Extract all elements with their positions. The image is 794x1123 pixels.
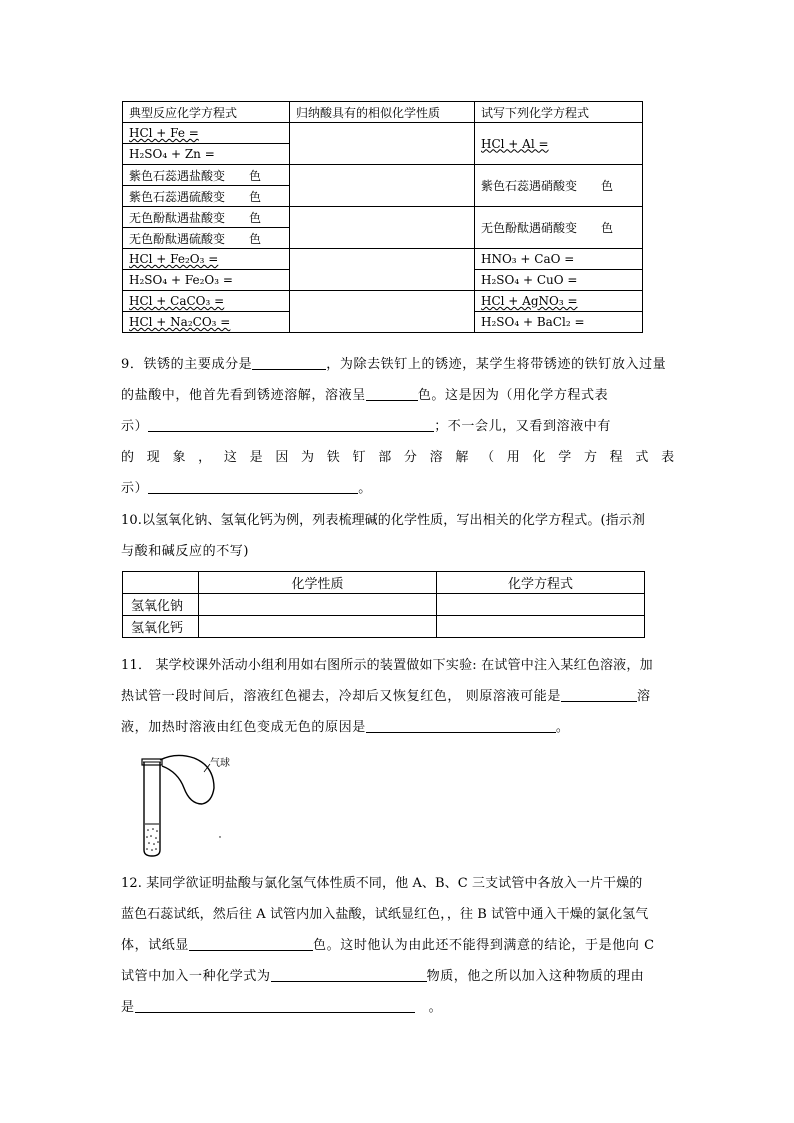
q9-char: 用 <box>506 450 521 465</box>
t2-answer-caoh2-property[interactable] <box>199 616 437 638</box>
t2-header-property: 化学性质 <box>199 572 437 594</box>
question-9 <box>121 349 675 504</box>
t2-answer-naoh-equation[interactable] <box>437 594 645 616</box>
q12-blank-formula[interactable] <box>271 967 427 982</box>
q9-char: 铁 <box>326 450 341 465</box>
eq-hcl-caco3: HCl + CaCO₃ = <box>123 291 290 312</box>
q9-justified-line <box>121 442 675 473</box>
q9-char: 解 <box>455 450 469 465</box>
q9-text: 示） <box>121 481 149 496</box>
q10-text: 10.以氢氧化钠、氢氧化钙为例，列表梳理碱的化学性质，写出相关的化学方程式。(指示剂 <box>121 513 645 528</box>
eq-hno3-cao: HNO₃ + CaO = <box>475 249 643 270</box>
q9-char: 分 <box>403 450 418 465</box>
q12-text: 蓝色石蕊试纸，然后往 A 试管内加入盐酸，试纸显红色，，往 B 试管中通入干燥的氯化氢气 <box>121 907 649 922</box>
q9-char: 这 <box>223 450 238 465</box>
q11-text: 液，加热时溶液由红色变成无色的原因是 <box>121 720 366 735</box>
q12-text: 。 <box>428 1000 443 1015</box>
phenol-hno3: 无色酚酞遇硝酸变 色 <box>475 207 643 249</box>
eq-hcl-agno3: HCl + AgNO₃ = <box>475 291 643 312</box>
q9-blank-equation1[interactable] <box>148 417 434 432</box>
eq-h2so4-bacl2: H₂SO₄ + BaCl₂ = <box>475 312 643 333</box>
answer-cell-salt[interactable] <box>290 291 475 333</box>
q9-blank-rust[interactable] <box>252 355 326 370</box>
q9-char: ， <box>198 450 212 465</box>
q12-text: 试管中加入一种化学式为 <box>121 969 271 984</box>
q12-text: 是 <box>121 1000 135 1015</box>
q9-text: 色。这是因为（用化学方程式表 <box>417 388 609 403</box>
litmus-hno3: 紫色石蕊遇硝酸变 色 <box>475 165 643 207</box>
q9-text: 。 <box>358 481 372 496</box>
q9-text: 示） <box>121 419 149 434</box>
t2-row-naoh: 氢氧化钠 <box>123 594 199 616</box>
question-10 <box>121 505 675 567</box>
q9-char: 现 <box>146 450 161 465</box>
acid-properties-table <box>122 101 643 333</box>
litmus-hcl: 紫色石蕊遇盐酸变 色 <box>123 165 290 186</box>
eq-hcl-na2co3: HCl + Na₂CO₃ = <box>123 312 290 333</box>
t2-answer-naoh-property[interactable] <box>199 594 437 616</box>
q12-text: 物质，他之所以加入这种物质的理由 <box>426 969 645 984</box>
q9-text: ；不一会儿，又看到溶液中有 <box>434 419 612 434</box>
phenol-hcl: 无色酚酞遇盐酸变 色 <box>123 207 290 228</box>
answer-cell-litmus[interactable] <box>290 165 475 207</box>
q11-text: 溶 <box>636 689 651 704</box>
q12-text: 12. 某同学欲证明盐酸与氯化氢气体性质不同，他 A、B、C 三支试管中各放入一片干燥的 <box>121 876 643 891</box>
q9-char: 溶 <box>429 450 444 465</box>
q9-char: 方 <box>583 450 598 465</box>
eq-hcl-fe: HCl + Fe = <box>123 123 290 144</box>
eq-hcl-al: HCl + Al = <box>475 123 643 165</box>
q9-char: 的 <box>121 450 135 465</box>
q9-text: ，为除去铁钉上的锈迹，某学生将带锈迹的铁钉放入过量 <box>326 357 667 372</box>
header-typical-equations: 典型反应化学方程式 <box>123 102 290 123</box>
q11-blank-solution[interactable] <box>561 687 637 702</box>
answer-cell-oxide[interactable] <box>290 249 475 291</box>
t2-answer-caoh2-equation[interactable] <box>437 616 645 638</box>
q11-blank-reason[interactable] <box>366 718 556 733</box>
t2-row-caoh2: 氢氧化钙 <box>123 616 199 638</box>
q9-char: （ <box>481 450 495 465</box>
q9-char: 式 <box>635 450 649 465</box>
q9-char: 学 <box>558 450 572 465</box>
header-acid-properties: 归纳酸具有的相似化学性质 <box>290 102 475 123</box>
q12-blank-reason[interactable] <box>135 998 415 1013</box>
question-11 <box>121 650 675 743</box>
t2-header-equation: 化学方程式 <box>437 572 645 594</box>
q9-char: 部 <box>378 450 392 465</box>
eq-h2so4-zn: H₂SO₄ + Zn = <box>123 144 290 165</box>
header-write-equations: 试写下列化学方程式 <box>475 102 643 123</box>
q9-char: 为 <box>301 450 315 465</box>
q12-text: 色。这时他认为由此还不能得到满意的结论，于是他向 C <box>313 938 655 953</box>
q9-blank-color[interactable] <box>366 386 418 401</box>
eq-h2so4-cuo: H₂SO₄ + CuO = <box>475 270 643 291</box>
q11-text: 。 <box>555 720 570 735</box>
phenol-h2so4: 无色酚酞遇硫酸变 色 <box>123 228 290 249</box>
q10-text: 与酸和碱反应的不写) <box>121 544 250 559</box>
litmus-h2so4: 紫色石蕊遇硫酸变 色 <box>123 186 290 207</box>
q9-char: 表 <box>661 450 675 465</box>
answer-cell-phenol[interactable] <box>290 207 475 249</box>
q9-text: 的盐酸中，他首先看到锈迹溶解，溶液呈 <box>121 388 366 403</box>
base-properties-table <box>122 571 645 638</box>
q9-char: 程 <box>609 450 624 465</box>
q12-blank-color[interactable] <box>189 936 313 951</box>
eq-h2so4-fe2o3: H₂SO₄ + Fe₂O₃ = <box>123 270 290 291</box>
answer-cell-metal[interactable] <box>290 123 475 165</box>
balloon-label: 气球 <box>210 758 230 769</box>
q9-char: 化 <box>532 450 547 465</box>
q12-text: 体，试纸显 <box>121 938 190 953</box>
t2-corner-cell <box>123 572 199 594</box>
q11-text: 热试管一段时间后，溶液红色褪去，冷却后又恢复红色， 则原溶液可能是 <box>121 689 561 704</box>
eq-hcl-fe2o3: HCl + Fe₂O₃ = <box>123 249 290 270</box>
q9-char: 象 <box>172 450 187 465</box>
q9-text: 9．铁锈的主要成分是 <box>121 357 253 372</box>
q9-char: 钉 <box>352 450 367 465</box>
q9-char: 因 <box>275 450 289 465</box>
question-12 <box>121 868 675 1023</box>
q9-blank-equation2[interactable] <box>148 479 358 494</box>
test-tube-balloon-figure <box>130 752 240 862</box>
q11-text: 11． 某学校课外活动小组利用如右图所示的装置做如下实验: 在试管中注入某红色溶液，加 <box>121 658 653 673</box>
q9-char: 是 <box>249 450 264 465</box>
